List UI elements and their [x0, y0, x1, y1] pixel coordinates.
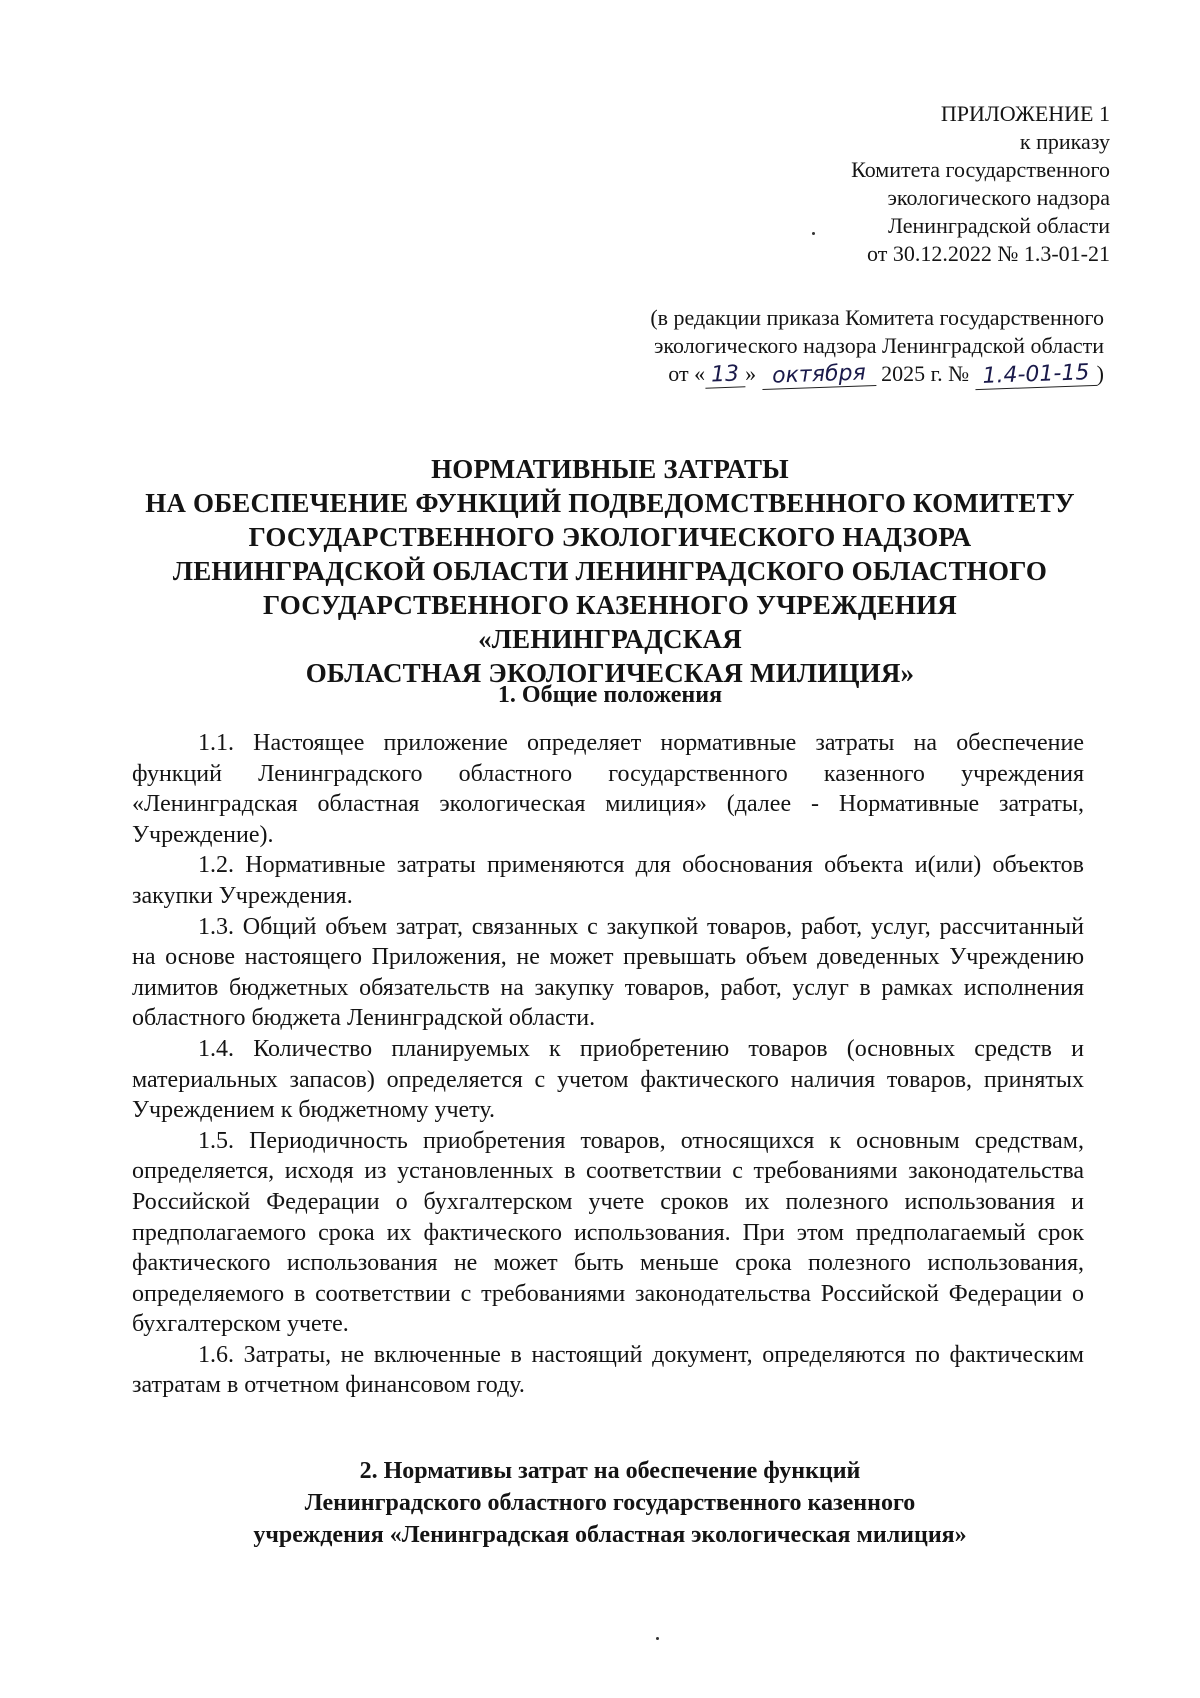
edition-date-line [504, 360, 1104, 388]
section-2-heading-line: Ленинградского областного государственного казенного [304, 1490, 916, 1516]
edition-line: экологического надзора Ленинградской области [653, 333, 1104, 358]
title-line: НА ОБЕСПЕЧЕНИЕ ФУНКЦИЙ ПОДВЕДОМСТВЕННОГО КОМИТЕТУ [145, 488, 1075, 518]
appendix-line: Комитета государственного [851, 157, 1110, 182]
edition-line: (в редакции приказа Комитета государственного [650, 305, 1104, 330]
appendix-line: Ленинградской области [888, 213, 1110, 238]
handwritten-day: 13 [705, 362, 746, 388]
appendix-line: от 30.12.2022 № 1.3-01-21 [867, 241, 1110, 266]
appendix-header [650, 100, 1110, 268]
paragraph-1-3: 1.3. Общий объем затрат, связанных с закупкой товаров, работ, услуг, рассчитанный на основе настоящего Приложения, не может превышать объем доведенных Учреждению лимитов бюджетных обязательств на закупку товаров, работ, услуг в рамках исполнения областного бюджета Ленинградской области. [132, 913, 1084, 1032]
appendix-line: к приказу [1019, 129, 1110, 154]
edition-note [504, 304, 1104, 388]
handwritten-number: 1.4-01-15 [974, 361, 1097, 390]
section-1-heading: 1. Общие положения [497, 682, 723, 708]
section-2-heading-line: учреждения «Ленинградская областная экологическая милиция» [253, 1522, 967, 1548]
appendix-line: экологического надзора [887, 185, 1110, 210]
title-line: ГОСУДАРСТВЕННОГО КАЗЕННОГО УЧРЕЖДЕНИЯ «ЛЕНИНГРАДСКАЯ [263, 590, 957, 654]
handwritten-month: октября [761, 361, 876, 390]
paragraph-1-6: 1.6. Затраты, не включенные в настоящий документ, определяются по фактическим затратам в отчетном финансовом году. [132, 1341, 1084, 1399]
title-line: НОРМАТИВНЫЕ ЗАТРАТЫ [431, 454, 789, 484]
section-2-heading [140, 1455, 1080, 1551]
edition-quote-close: » [745, 361, 757, 386]
paragraph-1-5: 1.5. Периодичность приобретения товаров, относящихся к основным средствам, определяется, исходя из установленных в соответствии с требованиями законодательства Российской Федерации о бухгалтерском учете сроков их полезного использования и предполагаемого срока их фактического использования. При этом предполагаемый срок фактического использования не может быть меньше срока полезного использования, определяемого в соответствии с требованиями законодательства Российской Федерации о бухгалтерском учете. [132, 1127, 1084, 1338]
appendix-line: ПРИЛОЖЕНИЕ 1 [940, 101, 1110, 126]
document-title [140, 452, 1080, 690]
section-2-heading-line: 2. Нормативы затрат на обеспечение функций [359, 1458, 861, 1484]
title-line: ЛЕНИНГРАДСКОЙ ОБЛАСТИ ЛЕНИНГРАДСКОГО ОБЛАСТНОГО [172, 556, 1048, 586]
paragraph-1-4: 1.4. Количество планируемых к приобретению товаров (основных средств и материальных запасов) определяется с учетом фактического наличия товаров, принятых Учреждением к бюджетному учету. [132, 1035, 1084, 1124]
scan-speck [656, 1637, 659, 1640]
title-line: ОБЛАСТНАЯ ЭКОЛОГИЧЕСКАЯ МИЛИЦИЯ» [305, 658, 915, 688]
edition-paren-close: ) [1096, 361, 1104, 386]
paragraph-1-2: 1.2. Нормативные затраты применяются для обоснования объекта и(или) объектов закупки Учреждения. [132, 852, 1084, 909]
title-line: ГОСУДАРСТВЕННОГО ЭКОЛОГИЧЕСКОГО НАДЗОРА [248, 522, 972, 552]
scan-speck [812, 232, 815, 235]
section-1-body [132, 728, 1084, 1401]
edition-year: 2025 г. № [881, 361, 970, 386]
edition-date-prefix: от « [668, 361, 706, 386]
paragraph-1-1: 1.1. Настоящее приложение определяет нормативные затраты на обеспечение функций Ленинградского областного государственного казенного учреждения «Ленинградская областная экологическая милиция» (далее - Нормативные затраты, Учреждение). [132, 730, 1084, 848]
